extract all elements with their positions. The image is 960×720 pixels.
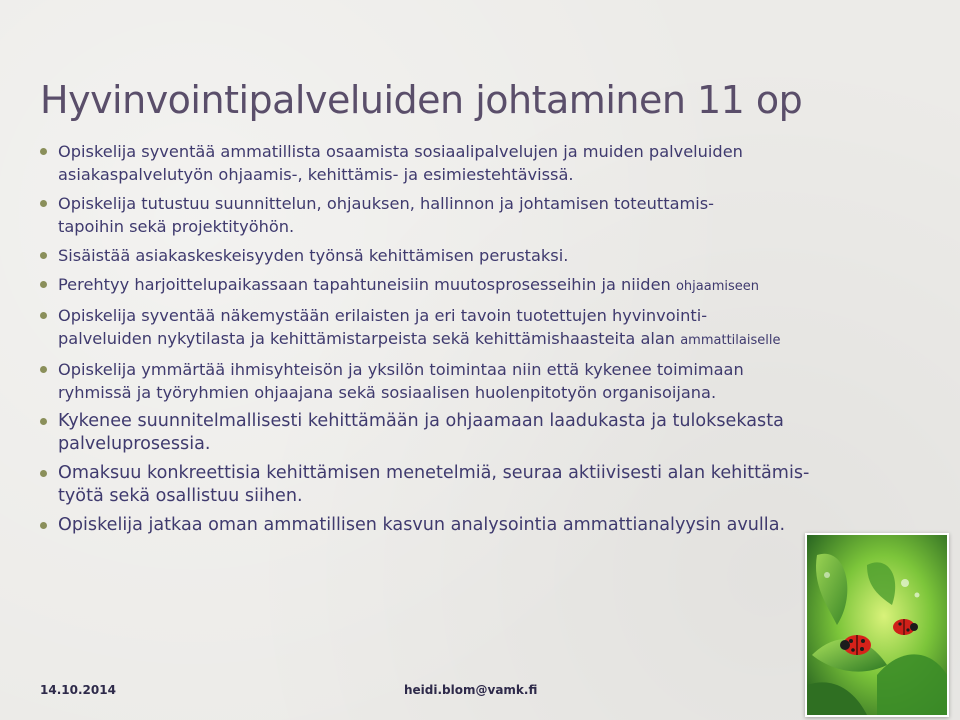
bullet-line: Sisäistää asiakaskeskeisyyden työnsä kehittämisen perustaksi. [58,246,569,265]
bullet-tail: ohjaamiseen [675,279,759,294]
bullet-line: Opiskelija syventää näkemystään erilaisten ja eri tavoin tuotettujen hyvinvointi- [58,306,708,325]
bullet-line: ryhmissä ja työryhmien ohjaajana sekä sosiaalisen huolenpitotyön organisoijana. [58,383,717,402]
bullet-dot-icon [40,312,47,319]
bullet-item [36,410,916,456]
bullet-dot-icon [40,470,47,477]
bullet-line: tapoihin sekä projektityöhön. [58,217,295,236]
bullet-line: työtä sekä osallistuu siihen. [58,486,303,506]
bullet-dot-icon [40,200,47,207]
bullet-dot-icon [40,148,47,155]
bullet-tail: ammattilaiselle [680,333,781,348]
bullet-dot-icon [40,522,47,529]
bullet-item [36,273,916,298]
bullet-list [36,140,916,537]
bullet-line: Opiskelija syventää ammatillista osaamista sosiaalipalvelujen ja muiden palveluiden [58,142,743,161]
bullet-line: palveluiden nykytilasta ja kehittämistarpeista sekä kehittämishaasteita alan [58,329,676,348]
bullet-dot-icon [40,366,47,373]
bullet-line: Perehtyy harjoittelupaikassaan tapahtuneisiin muutosprosesseihin ja niiden [58,275,671,294]
bullet-line: Opiskelija ymmärtää ihmisyhteisön ja yksilön toimintaa niin että kykenee toimimaan [58,360,744,379]
bullet-item [36,140,916,186]
bullet-line: Opiskelija jatkaa oman ammatillisen kasvun analysointia ammattianalyysin avulla. [58,515,786,535]
bullet-line: Opiskelija tutustuu suunnittelun, ohjauksen, hallinnon ja johtamisen toteuttamis- [58,194,715,213]
ladybug-on-leaf-image [805,533,949,717]
bullet-item [36,244,916,267]
bullet-item [36,304,916,352]
bullet-line: Omaksuu konkreettisia kehittämisen menetelmiä, seuraa aktiivisesti alan kehittämis- [58,463,810,483]
bullet-dot-icon [40,418,47,425]
bullet-line: Kykenee suunnitelmallisesti kehittämään ja ohjaamaan laadukasta ja tuloksekasta [58,411,784,431]
slide-title: Hyvinvointipalveluiden johtaminen 11 op [40,78,803,122]
bullet-line: palveluprosessia. [58,434,211,454]
bullet-item [36,462,916,508]
bullet-line: asiakaspalvelutyön ohjaamis-, kehittämis- ja esimiestehtävissä. [58,165,574,184]
bullet-item [36,514,916,537]
bullet-dot-icon [40,281,47,288]
bullet-item [36,192,916,238]
footer-date: 14.10.2014 [40,683,116,697]
bullet-dot-icon [40,252,47,259]
footer-email: heidi.blom@vamk.fi [404,683,538,697]
bullet-item [36,358,916,404]
